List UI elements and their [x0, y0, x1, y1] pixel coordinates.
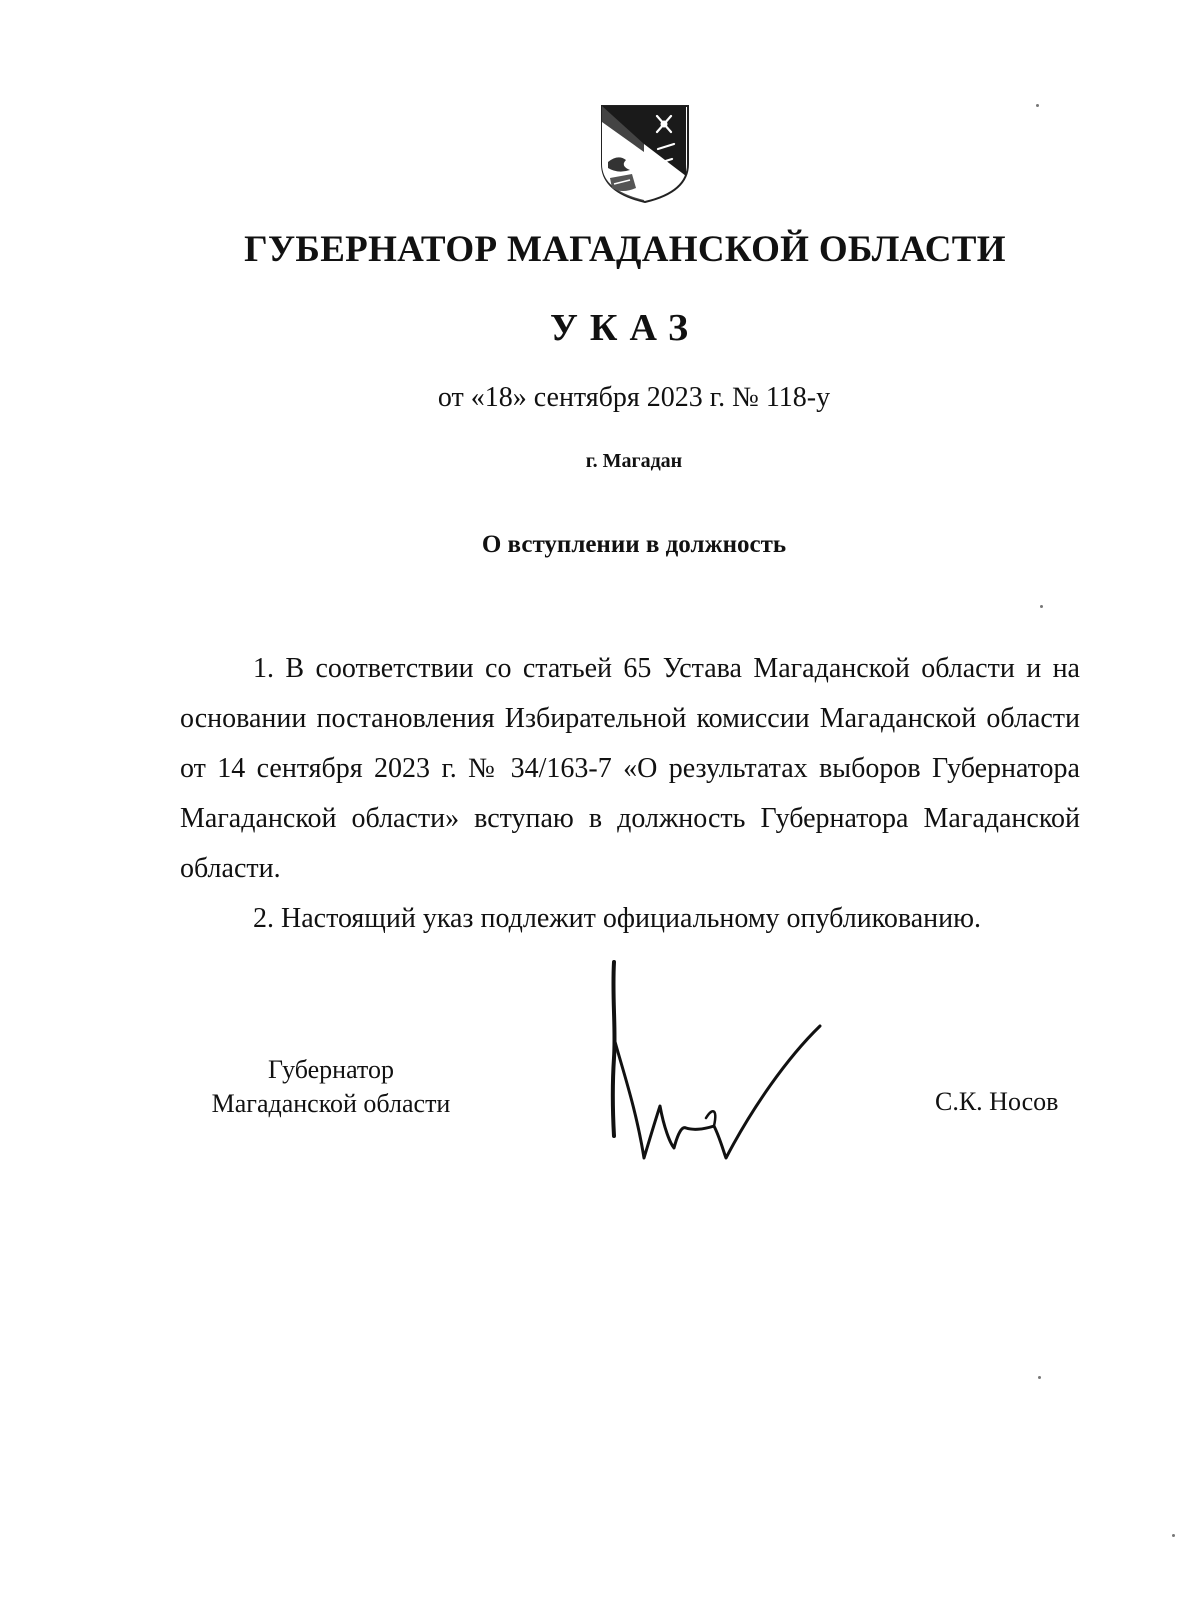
signatory-position: [186, 1053, 476, 1121]
scan-speck: [1172, 1534, 1175, 1537]
decree-paragraph-1: 1. В соответствии со статьей 65 Устава Магаданской области и на основании постановления Избирательной комиссии Магаданской области от 14 сентября 2023 г. № 34/163-7 «О результатах выборов Губернатора Магаданской области» вступаю в должность Губернатора Магаданской области.: [180, 653, 1080, 884]
signatory-name: С.К. Носов: [935, 1087, 1059, 1116]
document-type: УКАЗ: [550, 307, 700, 349]
document-date-number: от «18» сентября 2023 г. № 118-у: [437, 382, 831, 413]
handwritten-signature-icon: [602, 958, 842, 1168]
scan-speck: [1038, 1376, 1041, 1379]
document-subject: О вступлении в должность: [481, 531, 787, 558]
signatory-position-line-2: Магаданской области: [211, 1089, 451, 1118]
scan-speck: [1040, 605, 1043, 608]
issuing-authority: ГУБЕРНАТОР МАГАДАНСКОЙ ОБЛАСТИ: [244, 229, 1006, 270]
signatory-position-line-1: Губернатор: [268, 1055, 394, 1084]
magadan-coat-of-arms-icon: [600, 104, 690, 204]
decree-body: [180, 644, 1080, 944]
decree-paragraph-2: 2. Настоящий указ подлежит официальному опубликованию.: [253, 903, 982, 934]
document-place: г. Магадан: [585, 450, 683, 472]
scan-speck: [1036, 104, 1039, 107]
